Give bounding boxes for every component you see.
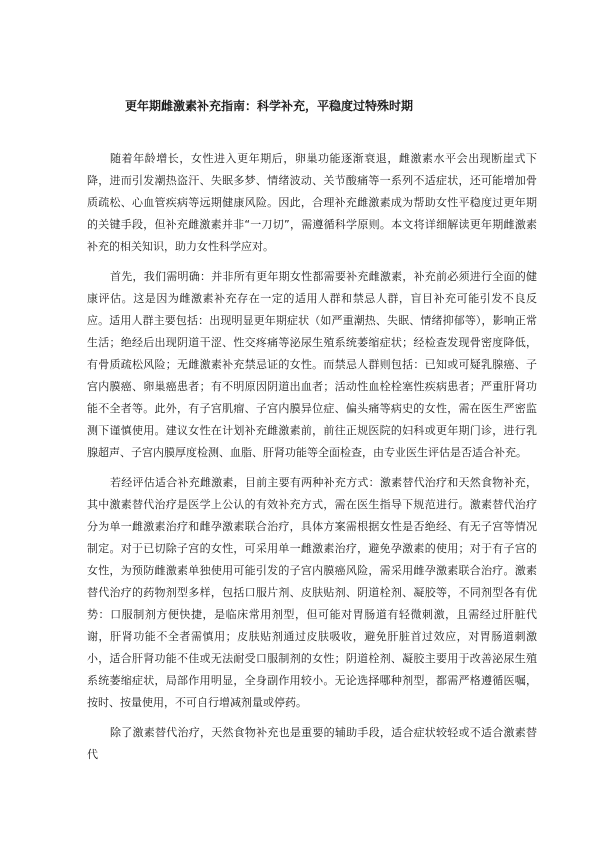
- document-title: 更年期雌激素补充指南：科学补充，平稳度过特殊时期: [124, 99, 413, 113]
- document-body: [87, 148, 537, 774]
- paragraph-assessment: 首先，我们需明确：并非所有更年期女性都需要补充雌激素，补充前必须进行全面的健康评估。这是因为雌激素补充存在一定的适用人群和禁忌人群，盲目补充可能引发不良反应。适用人群主要包括：出现明显更年期症状（如严重潮热、失眠、情绪抑郁等），影响正常生活；绝经后出现阴道干涩、性交疼痛等泌尿生殖系统萎缩症状；经检查发现骨密度降低，有骨质疏松风险；无雌激素补充禁忌证的女性。而禁忌人群则包括：已知或可疑乳腺癌、子宫内膜癌、卵巢癌患者；有不明原因阴道出血者；活动性血栓栓塞性疾病患者；严重肝肾功能不全者等。此外，有子宫肌瘤、子宫内膜异位症、偏头痛等病史的女性，需在医生严密监测下谨慎使用。建议女性在计划补充雌激素前，前往正规医院的妇科或更年期门诊，进行乳腺超声、子宫内膜厚度检测、血脂、肝肾功能等全面检查，由专业医生评估是否适合补充。: [87, 270, 537, 459]
- paragraph-intro: 随着年龄增长，女性进入更年期后，卵巢功能逐渐衰退，雌激素水平会出现断崖式下降，进而引发潮热盗汗、失眠多梦、情绪波动、关节酸痛等一系列不适症状，还可能增加骨质疏松、心血管疾病等远期健康风险。因此，合理补充雌激素成为帮助女性平稳度过更年期的关键手段，但补充雌激素并非“一刀切”，需遵循科学原则。本文将详细解读更年期雌激素补充的相关知识，助力女性科学应对。: [87, 152, 537, 253]
- paragraph-hormone-therapy: 若经评估适合补充雌激素，目前主要有两种补充方式：激素替代治疗和天然食物补充，其中激素替代治疗是医学上公认的有效补充方式，需在医生指导下规范进行。激素替代治疗分为单一雌激素治疗和雌孕激素联合治疗，具体方案需根据女性是否绝经、有无子宫等情况制定。对于已切除子宫的女性，可采用单一雌激素治疗，避免孕激素的使用；对于有子宫的女性，为预防雌激素单独使用可能引发的子宫内膜癌风险，需采用雌孕激素联合治疗。激素替代治疗的药物剂型多样，包括口服片剂、皮肤贴剂、阴道栓剂、凝胶等，不同剂型各有优势：口服制剂方便快捷，是临床常用剂型，但可能对胃肠道有轻微刺激，且需经过肝脏代谢，肝肾功能不全者需慎用；皮肤贴剂通过皮肤吸收，避免肝脏首过效应，对胃肠道刺激小，适合肝肾功能不佳或无法耐受口服制剂的女性；阴道栓剂、凝胶主要用于改善泌尿生殖系统萎缩症状，局部作用明显，全身副作用较小。无论选择哪种剂型，都需严格遵循医嘱，按时、按量使用，不可自行增减剂量或停药。: [87, 476, 537, 709]
- paragraph-natural-food: 除了激素替代治疗，天然食物补充也是重要的辅助手段，适合症状较轻或不适合激素替代: [87, 726, 537, 761]
